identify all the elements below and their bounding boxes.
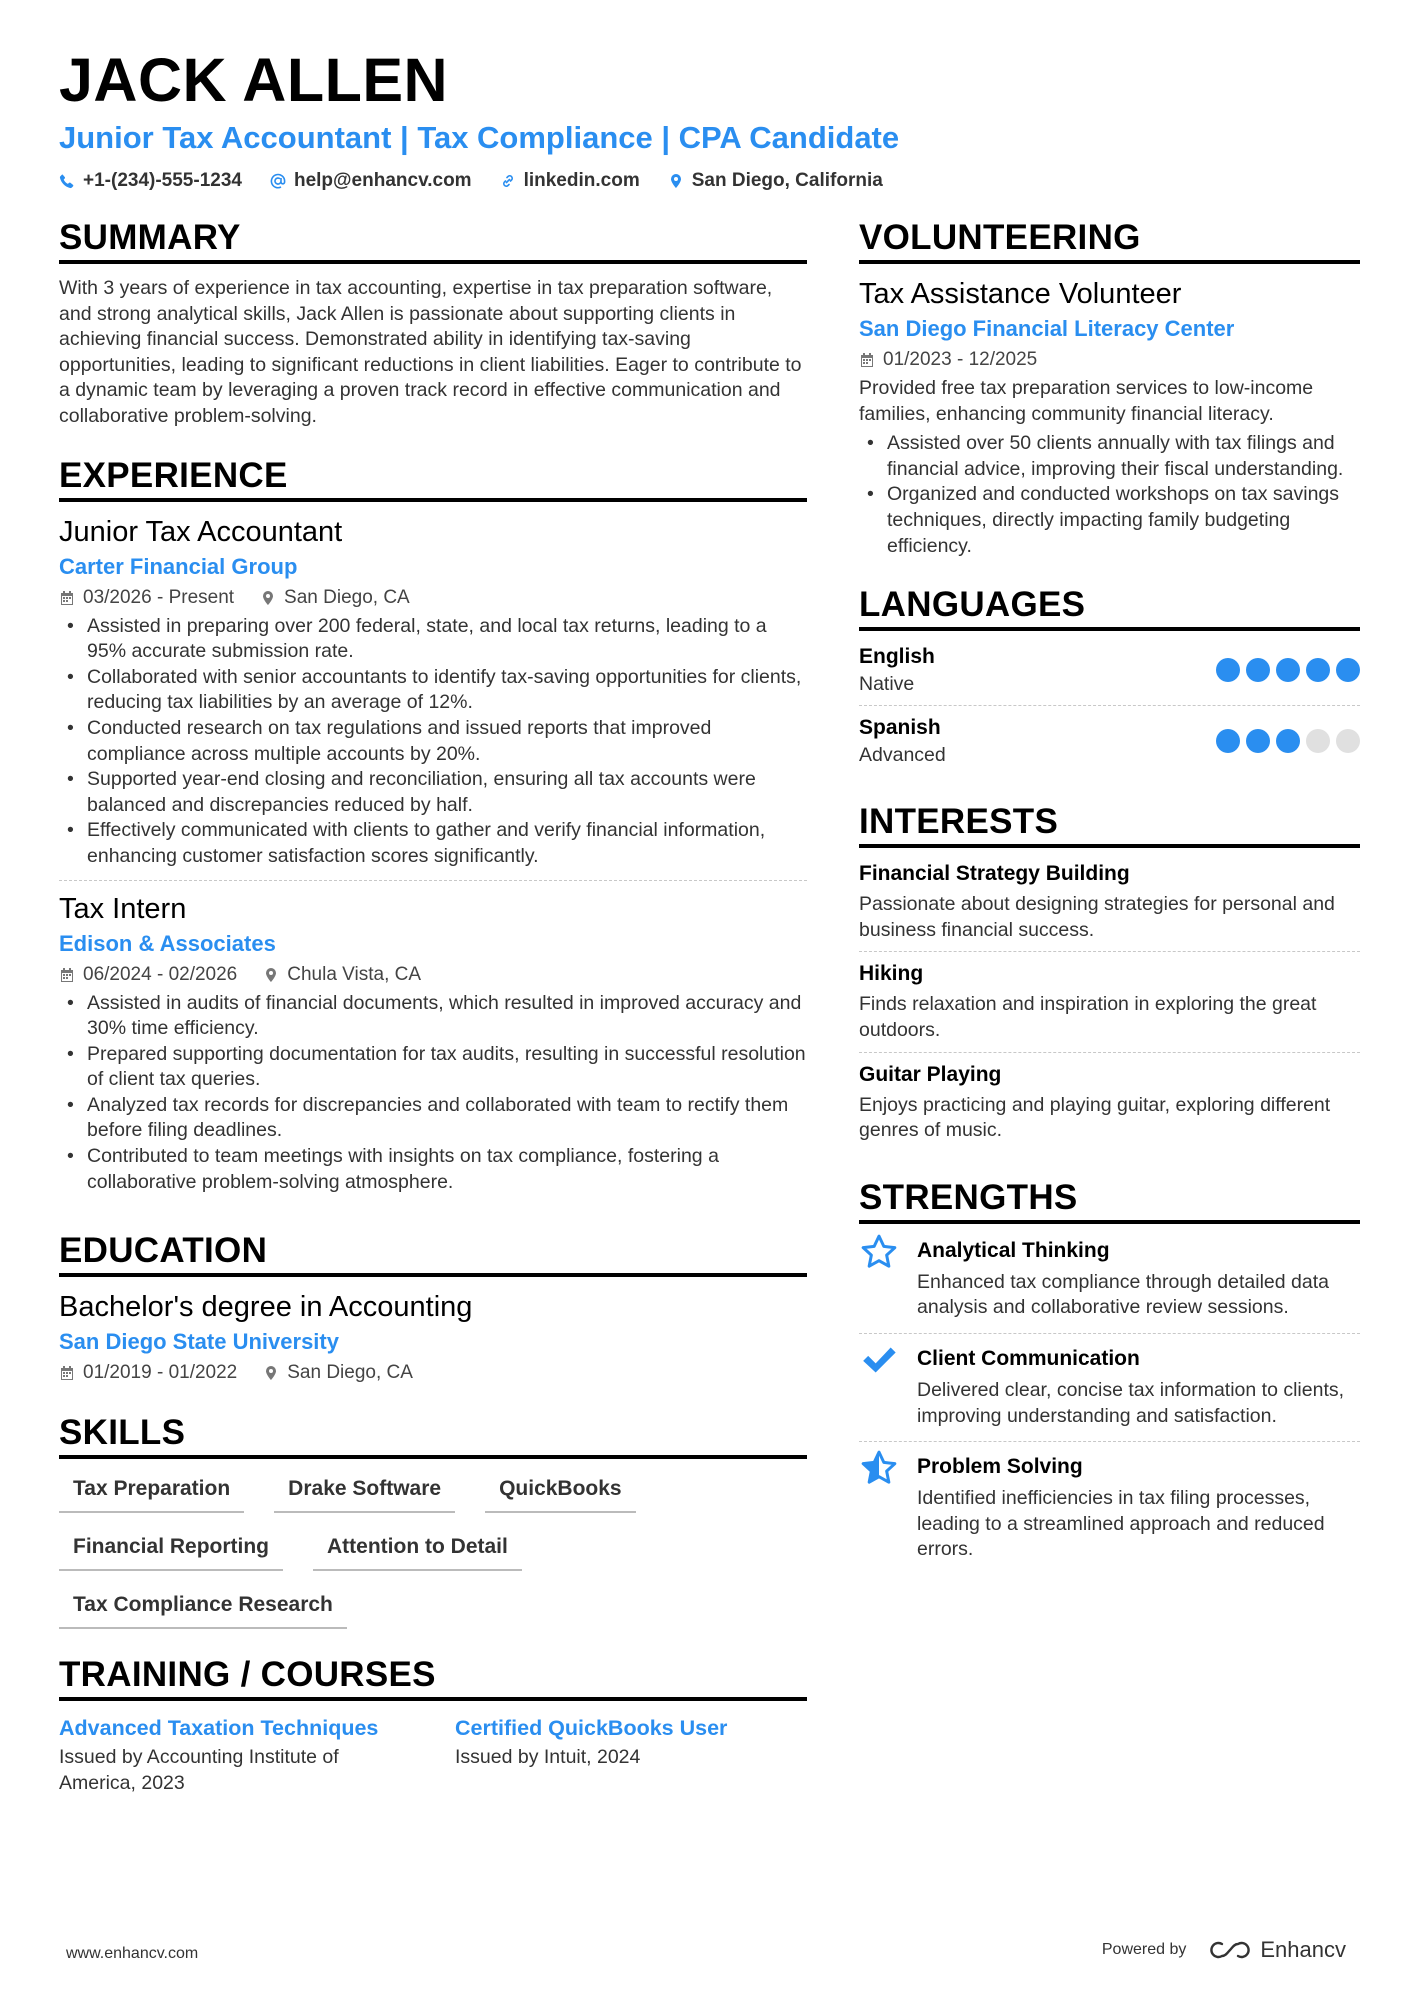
strength-item	[859, 1333, 1360, 1441]
enhancv-logo-icon	[1208, 1938, 1252, 1962]
location-pin-icon	[263, 967, 279, 983]
languages-section	[859, 585, 1360, 776]
skill-tag: Tax Preparation	[59, 1475, 244, 1513]
rating-dot-filled	[1216, 729, 1240, 753]
contact-linkedin[interactable]	[500, 168, 640, 194]
skills-section	[59, 1413, 807, 1629]
skill-tag: QuickBooks	[485, 1475, 636, 1513]
interest-item	[859, 1052, 1360, 1152]
strength-item	[859, 1441, 1360, 1575]
rating-dot-filled	[1216, 658, 1240, 682]
interest-title: Financial Strategy Building	[859, 862, 1130, 886]
language-item	[859, 643, 1360, 705]
enhancv-logo[interactable]	[1208, 1936, 1346, 1964]
bullet-item: • Analyzed tax records for discrepancies and collaborated with team to rectify them before filing deadlines.	[59, 1093, 807, 1144]
summary-section	[59, 218, 807, 430]
volunteering-title: VOLUNTEERING	[859, 218, 1360, 264]
job-bullets	[59, 614, 807, 870]
bullet-item: • Assisted over 50 clients annually with tax filings and financial advice, improving their fiscal understanding.	[859, 431, 1360, 482]
job-meta	[59, 584, 807, 612]
bullet-item: • Prepared supporting documentation for tax audits, resulting in successful resolution of client tax queries.	[59, 1042, 807, 1093]
link-icon	[500, 172, 516, 190]
right-column	[859, 218, 1360, 1601]
rating-dot-empty	[1306, 729, 1330, 753]
candidate-headline: Junior Tax Accountant | Tax Compliance | CPA Candidate	[59, 120, 900, 155]
language-rating	[1216, 729, 1360, 753]
bullet-item: • Conducted research on tax regulations and issued reports that improved compliance across multiple accounts by 20%.	[59, 716, 807, 767]
rating-dot-filled	[1336, 658, 1360, 682]
contact-location	[668, 168, 883, 194]
powered-by-label: Powered by	[1101, 1941, 1187, 1958]
job-role: Tax Intern	[59, 892, 187, 925]
location-pin-icon	[263, 1365, 279, 1381]
skill-tag: Financial Reporting	[59, 1533, 283, 1571]
job-location	[263, 961, 421, 989]
job-meta	[59, 961, 807, 989]
job-dates-text: 06/2024 - 02/2026	[83, 963, 238, 985]
strength-item	[859, 1236, 1360, 1333]
job-location	[260, 584, 410, 612]
phone-text: +1-(234)-555-1234	[83, 170, 242, 191]
job-location-text: Chula Vista, CA	[287, 963, 422, 985]
page-footer	[66, 1937, 1346, 1972]
bullet-item: • Assisted in audits of financial documents, which resulted in improved accuracy and 30% time efficiency.	[59, 991, 807, 1042]
location-text: San Diego, California	[691, 170, 883, 191]
footer-url[interactable]: www.enhancv.com	[66, 1945, 199, 1962]
bullet-item: • Supported year-end closing and reconciliation, ensuring all tax accounts were balanced and discrepancies reduced by half.	[59, 767, 807, 818]
experience-entry	[59, 514, 807, 880]
course-desc: Issued by Intuit, 2024	[455, 1746, 641, 1769]
summary-text: With 3 years of experience in tax accounting, expertise in tax preparation software, and strong analytical skills, Jack Allen is passionate about supporting clients in achieving financial success. Demonstrated ability in identifying tax-saving opportunities, leading to significant reductions in client liabilities. Eager to contribute to a dynamic team by leveraging a proven track record in effective communication and collaborative problem-solving.	[59, 277, 802, 427]
location-pin-icon	[260, 590, 276, 606]
strengths-title: STRENGTHS	[859, 1178, 1360, 1224]
interest-desc: Passionate about designing strategies for personal and business financial success.	[859, 893, 1335, 941]
email-text: help@enhancv.com	[293, 170, 472, 191]
interest-item	[859, 951, 1360, 1051]
education-meta	[59, 1359, 807, 1387]
calendar-icon	[859, 352, 875, 368]
interest-item	[859, 860, 1360, 951]
degree: Bachelor's degree in Accounting	[59, 1291, 473, 1324]
rating-dot-empty	[1336, 729, 1360, 753]
interest-title: Guitar Playing	[859, 1062, 1002, 1086]
linkedin-text: linkedin.com	[523, 170, 640, 191]
calendar-icon	[59, 1365, 75, 1381]
volunteer-desc: Provided free tax preparation services to low-income families, enhancing community financial literacy.	[859, 377, 1314, 425]
candidate-name: JACK ALLEN	[59, 46, 449, 114]
contact-email[interactable]	[270, 168, 472, 194]
language-level: Advanced	[859, 744, 946, 767]
job-dates	[59, 961, 237, 989]
interest-desc: Enjoys practicing and playing guitar, exploring different genres of music.	[859, 1093, 1331, 1142]
enhancv-brand: Enhancv	[1260, 1937, 1346, 1962]
resume-header	[59, 46, 1359, 194]
left-column	[59, 218, 807, 1822]
volunteer-org: San Diego Financial Literacy Center	[859, 316, 1235, 341]
volunteer-dates	[859, 346, 1037, 374]
rating-dot-filled	[1246, 729, 1270, 753]
bullet-item: • Contributed to team meetings with insights on tax compliance, fostering a collaborative problem-solving atmosphere.	[59, 1144, 807, 1195]
skill-tag: Drake Software	[274, 1475, 455, 1513]
location-pin-icon	[668, 172, 684, 190]
course-title: Certified QuickBooks User	[455, 1716, 728, 1741]
summary-title: SUMMARY	[59, 218, 807, 264]
language-name: Spanish	[859, 716, 941, 740]
language-level: Native	[859, 673, 915, 696]
strength-title: Analytical Thinking	[917, 1238, 1110, 1262]
rating-dot-filled	[1276, 658, 1300, 682]
interests-title: INTERESTS	[859, 802, 1360, 848]
job-bullets	[59, 991, 807, 1196]
education-location	[263, 1359, 413, 1387]
training-title: TRAINING / COURSES	[59, 1655, 807, 1701]
contact-bar	[59, 168, 1359, 194]
education-title: EDUCATION	[59, 1231, 807, 1277]
interests-section	[859, 802, 1360, 1152]
strength-title: Problem Solving	[917, 1455, 1083, 1479]
job-location-text: San Diego, CA	[284, 586, 410, 608]
strength-desc: Delivered clear, concise tax information to clients, improving understanding and satisfaction.	[917, 1378, 1345, 1427]
skill-tag: Tax Compliance Research	[59, 1591, 347, 1629]
experience-section	[59, 456, 807, 1206]
volunteer-bullets	[859, 431, 1360, 559]
bullet-item: • Collaborated with senior accountants to identify tax-saving opportunities for clients, reducing tax liabilities by an average of 12%.	[59, 665, 807, 716]
training-section	[59, 1655, 807, 1796]
interest-desc: Finds relaxation and inspiration in exploring the great outdoors.	[859, 993, 1317, 1041]
strength-title: Client Communication	[917, 1346, 1140, 1370]
star-half-icon	[859, 1448, 899, 1488]
contact-phone[interactable]	[59, 168, 242, 194]
rating-dot-filled	[1246, 658, 1270, 682]
bullet-item: • Organized and conducted workshops on tax savings techniques, directly impacting family budgeting efficiency.	[859, 482, 1360, 559]
course-item	[59, 1713, 411, 1796]
calendar-icon	[59, 967, 75, 983]
volunteer-role: Tax Assistance Volunteer	[859, 278, 1182, 310]
education-section	[59, 1231, 807, 1387]
job-dates-text: 03/2026 - Present	[83, 586, 235, 608]
education-dates-text: 01/2019 - 01/2022	[83, 1362, 238, 1384]
calendar-icon	[59, 590, 75, 606]
rating-dot-filled	[1276, 729, 1300, 753]
rating-dot-filled	[1306, 658, 1330, 682]
interest-title: Hiking	[859, 962, 924, 986]
job-company: Edison & Associates	[59, 930, 276, 956]
volunteer-meta	[859, 346, 1360, 374]
strength-desc: Identified inefficiencies in tax filing processes, leading to a streamlined approach and reduced errors.	[917, 1487, 1325, 1561]
courses-list	[59, 1713, 807, 1796]
education-location-text: San Diego, CA	[287, 1362, 413, 1384]
education-dates	[59, 1359, 237, 1387]
school: San Diego State University	[59, 1329, 339, 1355]
course-item	[455, 1713, 807, 1796]
powered-by	[1102, 1936, 1346, 1964]
at-icon	[270, 172, 286, 190]
course-title: Advanced Taxation Techniques	[59, 1716, 379, 1741]
checkmark-icon	[859, 1340, 899, 1380]
language-rating	[1216, 658, 1360, 682]
job-dates	[59, 584, 234, 612]
strength-desc: Enhanced tax compliance through detailed data analysis and collaborative review sessions.	[917, 1270, 1329, 1319]
experience-title: EXPERIENCE	[59, 456, 807, 502]
skill-tag: Attention to Detail	[313, 1533, 522, 1571]
bullet-item: • Effectively communicated with clients to gather and verify financial information, enhancing customer satisfaction scores significantly.	[59, 818, 807, 869]
experience-entry	[59, 880, 807, 1206]
bullet-item: • Assisted in preparing over 200 federal, state, and local tax returns, leading to a 95% accurate submission rate.	[59, 614, 807, 665]
skills-list	[59, 1475, 807, 1629]
language-item	[859, 705, 1360, 776]
job-role: Junior Tax Accountant	[59, 515, 343, 548]
volunteer-dates-text: 01/2023 - 12/2025	[883, 349, 1038, 370]
strengths-section	[859, 1178, 1360, 1575]
job-company: Carter Financial Group	[59, 553, 298, 579]
languages-title: LANGUAGES	[859, 585, 1360, 631]
course-desc: Issued by Accounting Institute of America, 2023	[59, 1746, 339, 1794]
volunteering-section	[859, 218, 1360, 559]
phone-icon	[59, 172, 75, 190]
language-name: English	[859, 645, 935, 669]
star-outline-icon	[859, 1232, 899, 1272]
skills-title: SKILLS	[59, 1413, 807, 1459]
